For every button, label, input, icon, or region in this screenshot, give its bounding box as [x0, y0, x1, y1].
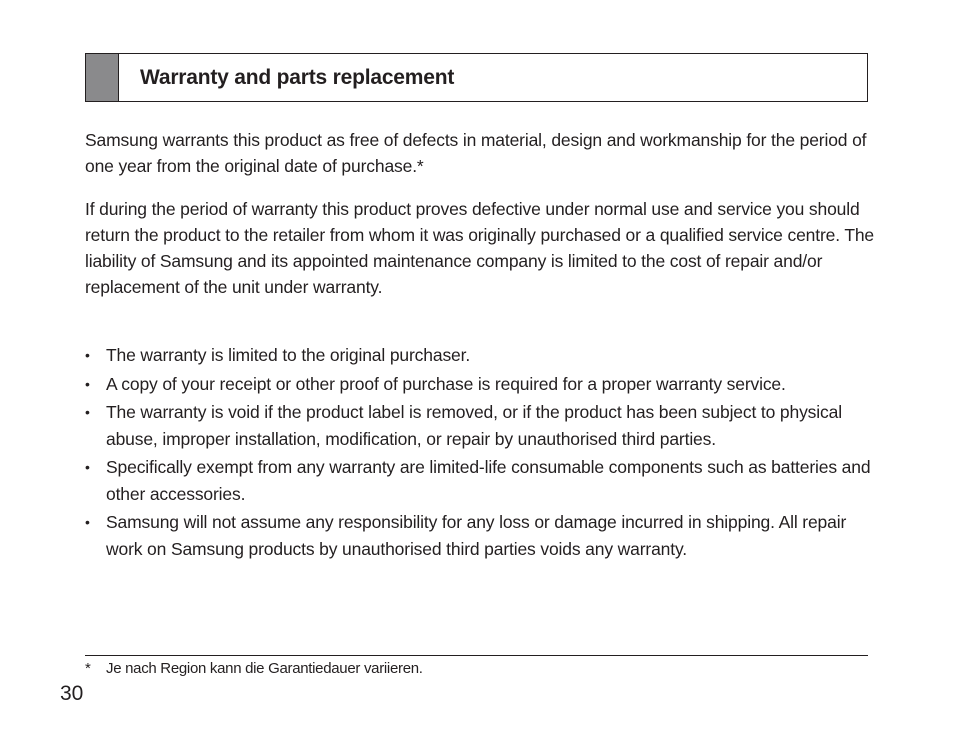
page-number: 30 — [60, 682, 84, 705]
list-item — [85, 454, 875, 507]
footnote-text: Je nach Region kann die Garantiedauer variieren. — [106, 660, 423, 677]
bullet-icon: • — [85, 514, 90, 530]
list-item-text: Specifically exempt from any warranty are limited-life consumable components such as batteries and other accessories. — [106, 457, 871, 504]
list-item — [85, 342, 875, 369]
footnote-divider — [85, 655, 868, 656]
bullet-icon: • — [85, 347, 90, 363]
section-title: Warranty and parts replacement — [140, 65, 455, 89]
section-header — [85, 53, 868, 102]
footnote — [85, 658, 423, 680]
list-item — [85, 371, 875, 398]
list-item — [85, 399, 875, 452]
list-item-text: The warranty is void if the product label is removed, or if the product has been subject to physical abuse, improper installation, modification, or repair by unauthorised third parties. — [106, 402, 842, 449]
paragraph-warranty-period: Samsung warrants this product as free of defects in material, design and workmanship for the period of one year from the original date of purchase.* — [85, 130, 867, 176]
bullet-icon: • — [85, 404, 90, 420]
bullet-icon: • — [85, 459, 90, 475]
bullet-icon: • — [85, 375, 90, 392]
list-item-text: A copy of your receipt or other proof of purchase is required for a proper warranty service. — [106, 373, 786, 394]
warranty-conditions-list — [85, 342, 875, 564]
list-item-text: The warranty is limited to the original purchaser. — [106, 345, 471, 365]
list-item — [85, 509, 875, 562]
footnote-mark: * — [85, 660, 91, 677]
list-item-text: Samsung will not assume any responsibility for any loss or damage incurred in shipping. All repair work on Samsung products by unauthorised third parties voids any warranty. — [106, 512, 847, 559]
paragraph-warranty-liability: If during the period of warranty this product proves defective under normal use and service you should return the product to the retailer from whom it was originally purchased or a qualified service centre. The liability of Samsung and its appointed maintenance company is limited to the cost of repair and/or replacement of the unit under warranty. — [85, 199, 875, 297]
header-accent-bar — [86, 54, 119, 101]
